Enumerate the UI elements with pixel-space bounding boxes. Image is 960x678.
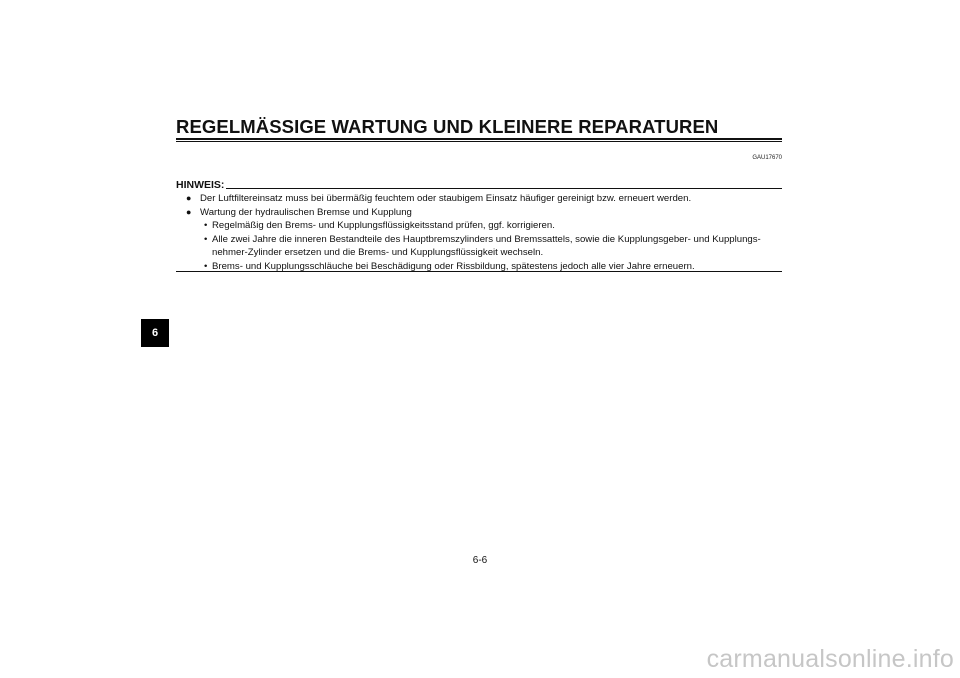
chapter-tab: 6 [141,319,169,347]
note-body [176,192,782,274]
bullet-dot-icon: ● [186,206,192,217]
page-number: 6-6 [472,555,488,566]
note-heading-rule [226,188,782,189]
sub-bullet-icon: • [204,233,208,245]
note-sub-bullet-text: Regelmäßig den Brems- und Kupplungsflüssigkeitsstand prüfen, ggf. korrigieren. [212,220,555,232]
note-end-rule [176,271,782,272]
watermark-text[interactable]: carmanualsonline.info [706,645,954,673]
note-sub-bullet [176,219,782,233]
note-label: HINWEIS: [176,179,225,191]
note-bullet-text: Wartung der hydraulischen Bremse und Kupplung [200,206,412,218]
note-bullet [176,206,782,220]
sub-bullet-icon: • [204,220,208,232]
note-sub-bullet-text: Alle zwei Jahre die inneren Bestandteile des Hauptbremszylinders und Bremssattels, sowie die Kupplungsgeber- und Kupplungs-nehmer-Zylinder ersetzen und die Brems- und Kupplungsflüssigkeit wechseln. [212,233,761,259]
note-bullet [176,192,782,206]
title-rule [176,138,782,142]
note-bullet-text: Der Luftfiltereinsatz muss bei übermäßig feuchtem oder staubigem Einsatz häufiger gereinigt bzw. erneuert werden. [200,193,692,204]
page-title: REGELMÄSSIGE WARTUNG UND KLEINERE REPARATUREN [176,116,719,137]
note-sub-bullet [176,233,782,260]
sub-bullet-icon: • [204,260,208,272]
note-sub-bullet-text: Brems- und Kupplungsschläuche bei Beschädigung oder Rissbildung, spätestens jedoch alle vier Jahre erneuern. [212,260,695,272]
reference-code: GAU17670 [752,155,782,161]
bullet-dot-icon: ● [186,193,192,203]
note-heading [176,178,782,190]
